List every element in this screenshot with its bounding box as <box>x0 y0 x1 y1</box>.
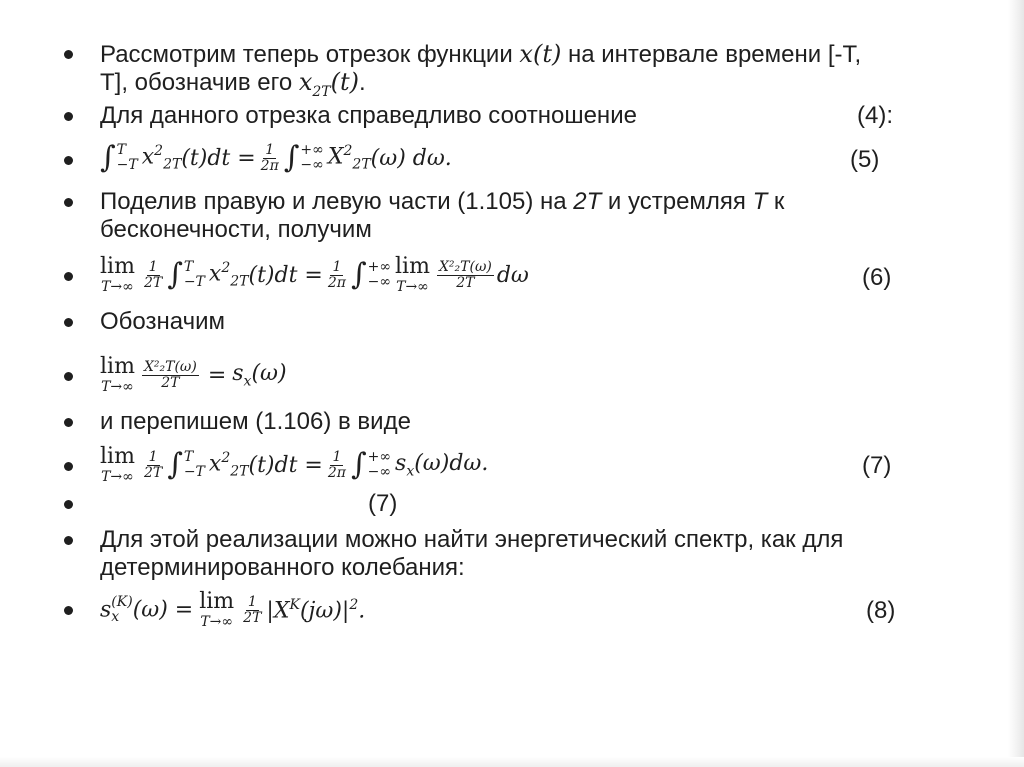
t-dt-eq: (t)dt = <box>248 262 323 288</box>
d-omega: dω <box>496 262 529 288</box>
item-9-eq-number: (7) <box>862 452 892 479</box>
s-x-omega: $s_x(\omega)$ <box>232 360 287 390</box>
frac-1-2T: $\frac{1}{2T}$ <box>243 593 262 626</box>
item-1-text: Рассмотрим теперь отрезок функции <box>100 41 513 68</box>
x2-2T: $x^2_{2T}$ <box>141 143 182 173</box>
frac-1-2T: $\frac{1}{2T}$ <box>143 258 163 291</box>
item-6-text: Обозначим <box>100 308 225 335</box>
item-4-line-1: Поделив правую и левую части (1.105) на 2T и устремляя T к <box>100 188 785 215</box>
item-11-line-1: Для этой реализации можно найти энергетический спектр, как для <box>100 526 844 553</box>
integral-T: ∫ T −T <box>167 447 205 482</box>
slide-edge-shadow <box>1008 0 1024 767</box>
integral-T: ∫ T −T <box>167 257 205 292</box>
integral-T: ∫ T −T <box>100 140 138 175</box>
formula-7 <box>100 440 488 490</box>
item-12-eq-number: (8) <box>866 597 896 624</box>
formula-s-def <box>100 350 287 400</box>
frac-1-2pi: $\frac{1}{2\pi}$ <box>327 448 346 481</box>
item-8-text: и перепишем (1.106) в виде <box>100 408 411 435</box>
frac-1-2pi: $\frac{1}{2\pi}$ <box>260 141 279 174</box>
slide-bottom-shadow <box>0 757 1024 767</box>
X2-2T: $X^2_{2T}$ <box>327 143 371 173</box>
limit-T-inf: lim T→∞ <box>199 589 235 630</box>
bullet-11 <box>64 536 73 545</box>
item-1-x-t: x(t) <box>519 40 562 68</box>
item-1-period: . <box>359 69 366 96</box>
item-1-x2t: $x_{2T}(t)$ <box>298 68 360 100</box>
t-dt-eq: (t)dt = <box>248 452 323 478</box>
bullet-5 <box>64 272 73 281</box>
item-1-line-2 <box>100 68 366 106</box>
bullet-9 <box>64 462 73 471</box>
s-x-K: s (K) x (ω) = <box>100 593 194 625</box>
bullet-1 <box>64 50 73 59</box>
frac-1-2pi: $\frac{1}{2\pi}$ <box>327 258 346 291</box>
integral-inf: ∫ +∞ −∞ <box>350 257 392 292</box>
bullet-12 <box>64 606 73 615</box>
limit-T-inf-2: lim T→∞ <box>395 254 430 295</box>
item-1-text-b: на интервале времени [-T, <box>568 41 862 68</box>
s-x-omega-dw: $s_x(\omega)d\omega$. <box>395 450 489 480</box>
t-dt-eq: (t)dt = <box>181 145 256 171</box>
integral-inf: ∫ +∞ −∞ <box>283 140 324 175</box>
bullet-4 <box>64 198 73 207</box>
item-3-eq-number: (5) <box>850 146 880 173</box>
formula-6 <box>100 250 529 300</box>
item-11-line-2: детерминированного колебания: <box>100 554 465 581</box>
bullet-2 <box>64 112 73 121</box>
x2-2T: $x^2_{2T}$ <box>208 450 249 480</box>
bullet-7 <box>64 372 73 381</box>
bullet-6 <box>64 318 73 327</box>
frac-X2T-2T: $\frac{\text{X²₂T(ω)}}{2T}$ <box>438 258 492 291</box>
limit-T-inf: lim T→∞ <box>100 354 135 395</box>
frac-1-2T: $\frac{1}{2T}$ <box>143 448 163 481</box>
formula-8 <box>100 585 365 635</box>
item-4-line-2: бесконечности, получим <box>100 216 372 243</box>
limit-T-inf: lim T→∞ <box>100 444 135 485</box>
item-2-eq-number: (4): <box>857 102 893 129</box>
omega-dw: (ω) dω. <box>370 145 452 171</box>
bullet-3 <box>64 156 73 165</box>
x2-2T: $x^2_{2T}$ <box>208 260 249 290</box>
bullet-8 <box>64 418 73 427</box>
frac-X2T-2T: $\frac{\text{X²₂T(ω)}}{2T}$ <box>143 358 197 391</box>
formula-5 <box>100 135 452 181</box>
item-5-eq-number: (6) <box>862 264 892 291</box>
item-1-text-2: T], обозначив его <box>100 69 293 96</box>
item-2-text: Для данного отрезка справедливо соотношение <box>100 102 637 129</box>
limit-T-inf: lim T→∞ <box>100 254 135 295</box>
bullet-10 <box>64 500 73 509</box>
item-1-line-1 <box>100 40 861 69</box>
equals: = <box>207 362 227 388</box>
integral-inf: ∫ +∞ −∞ <box>350 447 392 482</box>
abs-XK-squared: $|X^K(j\omega)|^2$. <box>266 596 366 624</box>
item-10-eq-number: (7) <box>368 490 398 517</box>
